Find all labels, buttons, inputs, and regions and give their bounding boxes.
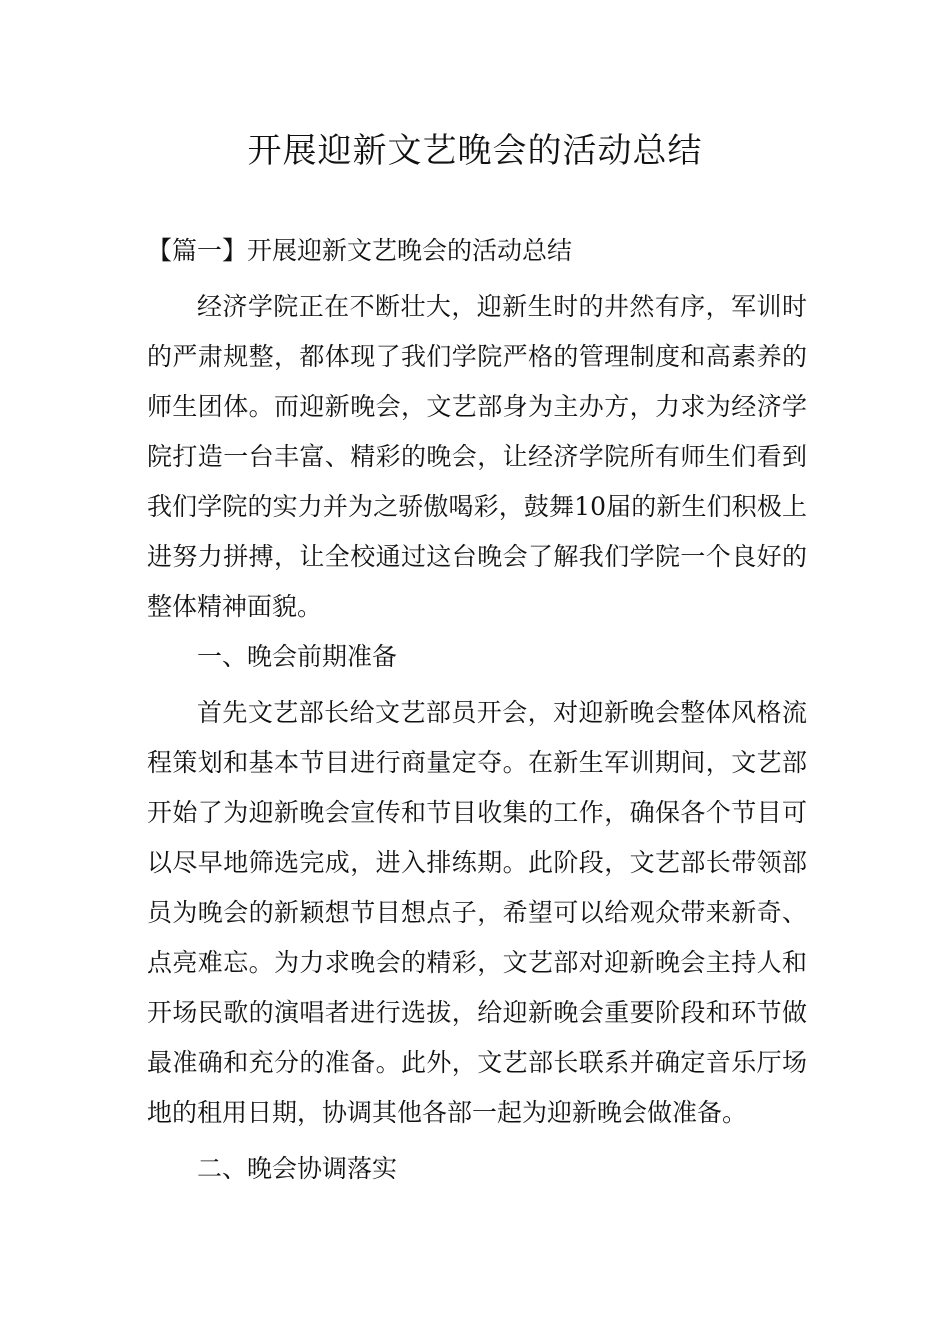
paragraph-intro: 经济学院正在不断壮大，迎新生时的井然有序，军训时的严肃规整，都体现了我们学院严格的管理制度和高素养的师生团体。而迎新晚会，文艺部身为主办方，力求为经济学院打造一台丰富、精彩的晚会，让经济学院所有师生们看到我们学院的实力并为之骄傲喝彩，鼓舞10届的新生们积极上进努力拼搏，让全校通过这台晚会了解我们学院一个良好的整体精神面貌。 bbox=[147, 292, 807, 621]
document-title: 开展迎新文艺晚会的活动总结 bbox=[247, 131, 703, 171]
heading-preparation: 一、晚会前期准备 bbox=[197, 642, 398, 671]
heading-coordination: 二、晚会协调落实 bbox=[197, 1154, 398, 1183]
paragraph-preparation: 首先文艺部长给文艺部员开会，对迎新晚会整体风格流程策划和基本节目进行商量定夺。在新生军训期间，文艺部开始了为迎新晚会宣传和节目收集的工作，确保各个节目可以尽早地筛选完成，进入排练期。此阶段，文艺部长带领部员为晚会的新颖想节目想点子，希望可以给观众带来新奇、点亮难忘。为力求晚会的精彩，文艺部对迎新晚会主持人和开场民歌的演唱者进行选拔，给迎新晚会重要阶段和环节做最准确和充分的准备。此外，文艺部长联系并确定音乐厅场地的租用日期，协调其他各部一起为迎新晚会做准备。 bbox=[147, 698, 807, 1127]
section-label: 【篇一】开展迎新文艺晚会的活动总结 bbox=[147, 236, 573, 265]
document-body bbox=[147, 226, 807, 1194]
